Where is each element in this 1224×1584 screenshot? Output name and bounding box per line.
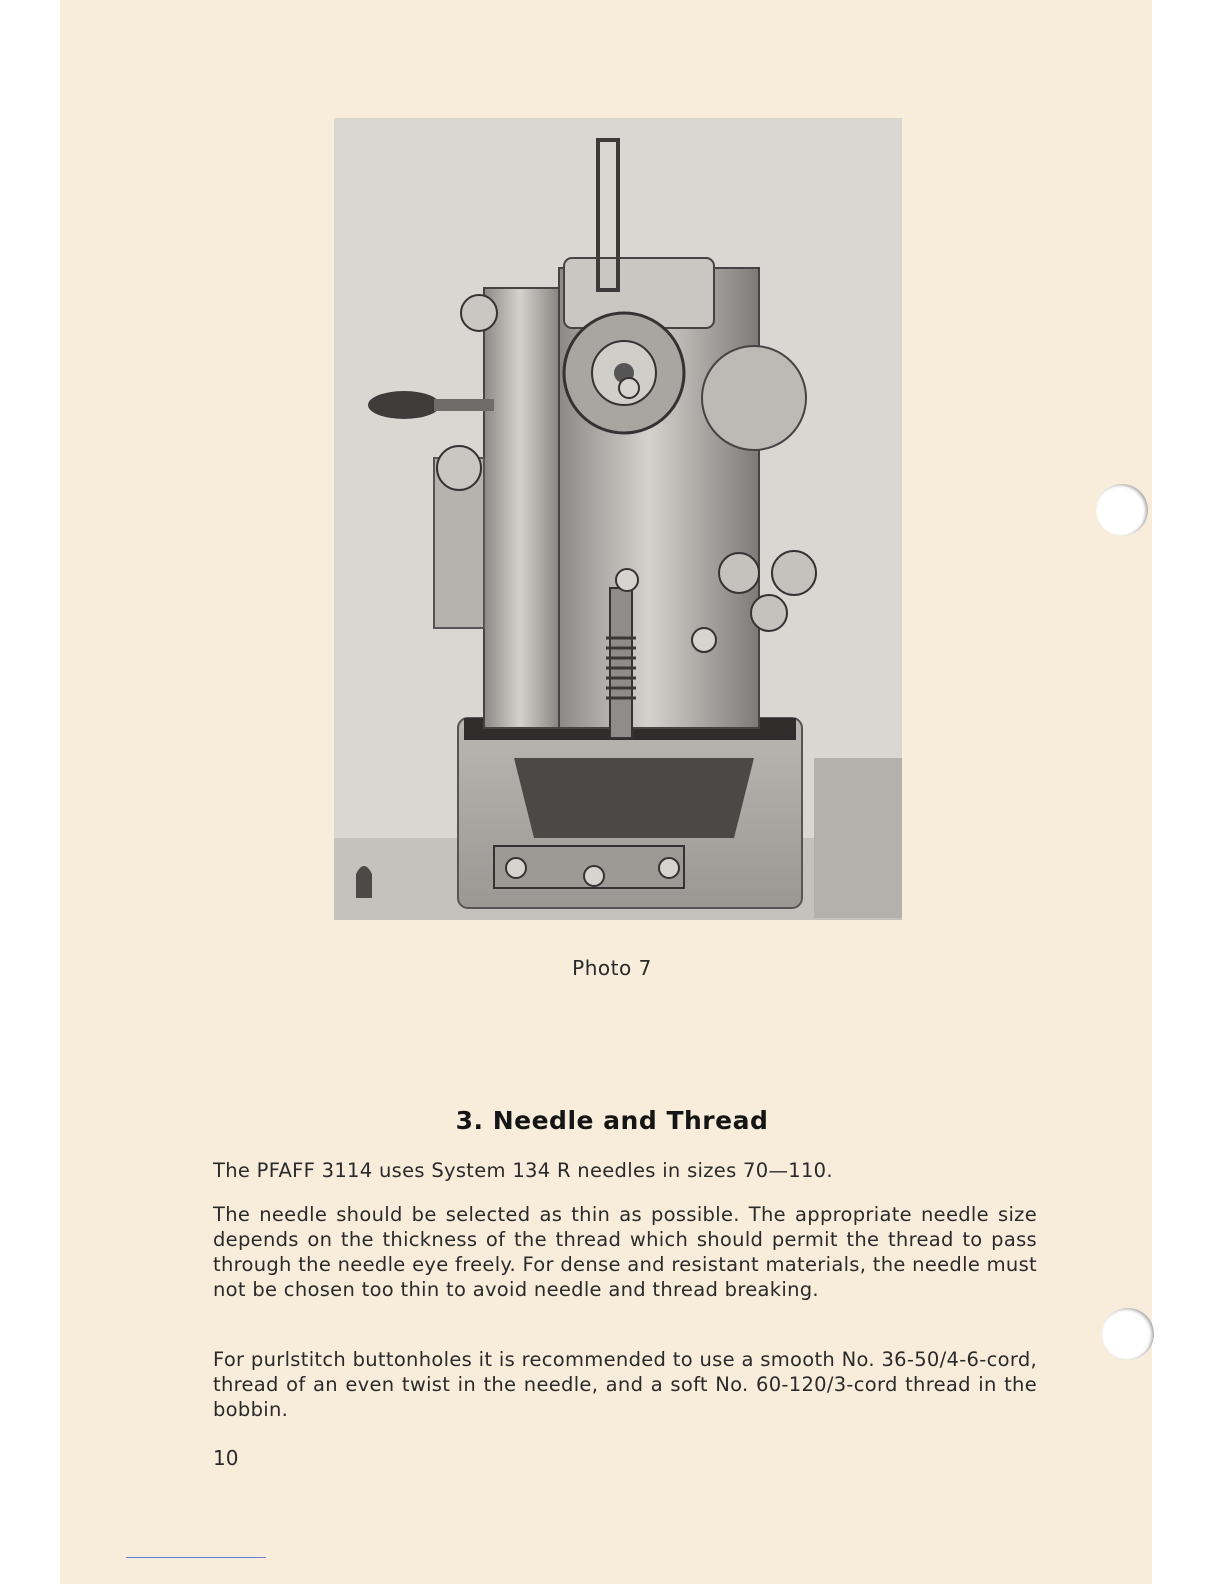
page-number: 10 — [213, 1446, 239, 1470]
paragraph-thread-recommendation: For purlstitch buttonholes it is recommended to use a smooth No. 36-50/4-6-cord, thread of an even twist in the needle, and a soft No. 60-120/3-cord thread in the bobbin. — [213, 1348, 1037, 1421]
punch-hole — [1102, 1308, 1154, 1360]
machine-photo — [334, 118, 902, 920]
bottom-underline — [126, 1557, 266, 1558]
section-heading: 3. Needle and Thread — [455, 1106, 769, 1135]
paragraph-needle-selection: The needle should be selected as thin as possible. The appropriate needle size depends on the thickness of the thread which should permit the thread to pass through the needle eye freely. For dense and resistant materials, the needle must not be chosen too thin to avoid needle and thread breaking. — [213, 1203, 1037, 1301]
punch-hole — [1096, 484, 1148, 536]
photo-caption: Photo 7 — [572, 956, 652, 980]
paragraph-needle-system: The PFAFF 3114 uses System 134 R needles in sizes 70—110. — [213, 1159, 833, 1182]
